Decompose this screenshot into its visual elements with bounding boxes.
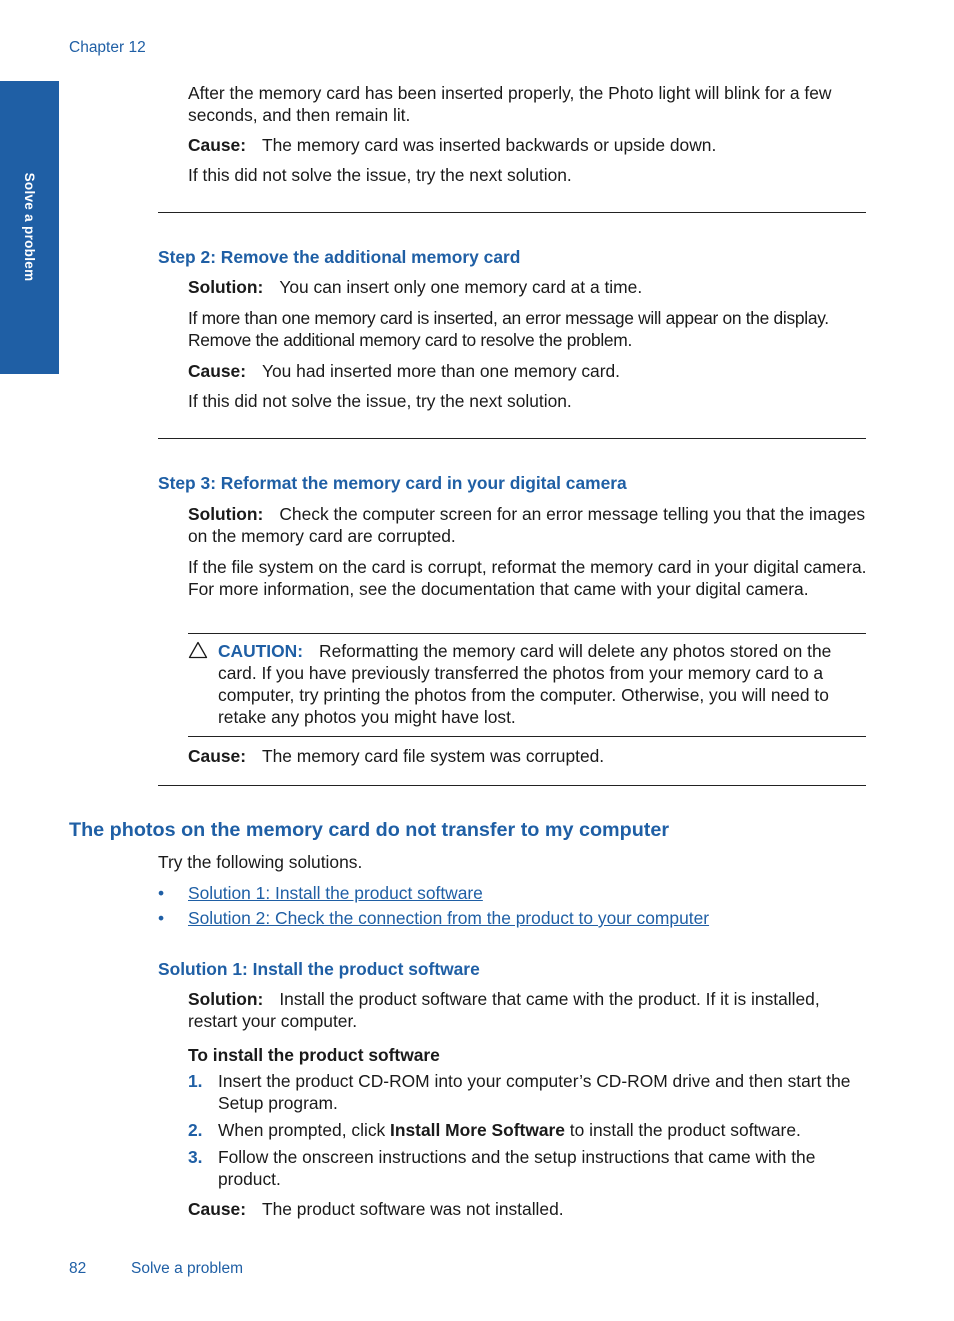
bullet: • xyxy=(158,908,165,928)
chapter-label: Chapter 12 xyxy=(69,39,146,56)
divider xyxy=(158,212,866,213)
intro-next: If this did not solve the issue, try the next solution. xyxy=(188,165,572,185)
caution-label: CAUTION: xyxy=(218,641,304,661)
cause-label: Cause: xyxy=(188,135,246,155)
step2-next: If this did not solve the issue, try the next solution. xyxy=(188,391,572,411)
divider xyxy=(158,785,866,786)
caution-triangle-icon xyxy=(188,641,208,659)
step2-title: Step 2: Remove the additional memory card xyxy=(158,247,521,267)
step2-solution xyxy=(188,276,868,298)
step-number: 2. xyxy=(188,1120,203,1140)
cause-text: You had inserted more than one memory card. xyxy=(262,361,621,381)
step3-cause xyxy=(188,745,868,767)
procedure-step-1: Insert the product CD-ROM into your computer’s CD-ROM drive and then start the Setup program. xyxy=(218,1071,851,1113)
section-title: The photos on the memory card do not transfer to my computer xyxy=(69,819,670,841)
bullet: • xyxy=(158,883,165,903)
cause-label: Cause: xyxy=(188,361,246,381)
page-number: 82 xyxy=(69,1260,87,1277)
intro-cause xyxy=(188,134,868,156)
cause-label: Cause: xyxy=(188,1199,246,1219)
solution-text: You can insert only one memory card at a time. xyxy=(279,277,643,297)
step3-paragraph: If the file system on the card is corrupt, reformat the memory card in your digital camera. For more information, see the documentation that came with your digital camera. xyxy=(188,557,867,599)
step-text: to install the product software. xyxy=(564,1120,801,1140)
caution-note xyxy=(218,640,868,728)
solution1-solution xyxy=(188,988,868,1032)
caution-top-rule xyxy=(188,633,866,634)
step-bold-text: Install More Software xyxy=(390,1120,565,1140)
divider xyxy=(158,438,866,439)
step2-cause xyxy=(188,360,868,382)
cause-text: The memory card was inserted backwards or upside down. xyxy=(262,135,717,155)
footer-section: Solve a problem xyxy=(131,1260,244,1277)
step3-title: Step 3: Reformat the memory card in your digital camera xyxy=(158,473,627,493)
intro-paragraph: After the memory card has been inserted properly, the Photo light will blink for a few seconds, and then remain lit. xyxy=(188,83,832,125)
step-text: When prompted, click xyxy=(218,1120,391,1140)
solution-text: Check the computer screen for an error message telling you that the images on the memory card are corrupted. xyxy=(188,504,866,546)
link-solution-2[interactable]: Solution 2: Check the connection from the product to your computer xyxy=(188,908,710,928)
procedure-title: To install the product software xyxy=(188,1045,440,1065)
caution-bottom-rule xyxy=(188,736,866,737)
section-intro: Try the following solutions. xyxy=(158,852,363,872)
procedure-step-3: Follow the onscreen instructions and the setup instructions that came with the product. xyxy=(218,1147,816,1189)
side-tab xyxy=(0,81,59,374)
solution-label: Solution: xyxy=(188,277,264,297)
solution-label: Solution: xyxy=(188,989,264,1009)
cause-text: The memory card file system was corrupted. xyxy=(262,746,605,766)
solution1-cause xyxy=(188,1198,868,1220)
side-tab-label: Solve a problem xyxy=(22,172,37,282)
caution-text: Reformatting the memory card will delete any photos stored on the card. If you have previously transferred the photos from your memory card to a computer, try printing the photos from the computer. Otherwise, you will need to retake any photos you might have lost. xyxy=(218,641,832,727)
cause-label: Cause: xyxy=(188,746,246,766)
procedure-step-2 xyxy=(218,1119,868,1141)
solution1-title: Solution 1: Install the product software xyxy=(158,959,480,979)
link-solution-1[interactable]: Solution 1: Install the product software xyxy=(188,883,483,903)
step3-solution xyxy=(188,503,868,547)
solution-text: Install the product software that came with the product. If it is installed, restart your computer. xyxy=(188,989,820,1031)
cause-text: The product software was not installed. xyxy=(262,1199,564,1219)
solution-label: Solution: xyxy=(188,504,264,524)
step2-paragraph: If more than one memory card is inserted, an error message will appear on the display. Remove the additional memory card to resolve the problem. xyxy=(188,308,829,350)
step-number: 3. xyxy=(188,1147,203,1167)
step-number: 1. xyxy=(188,1071,203,1091)
